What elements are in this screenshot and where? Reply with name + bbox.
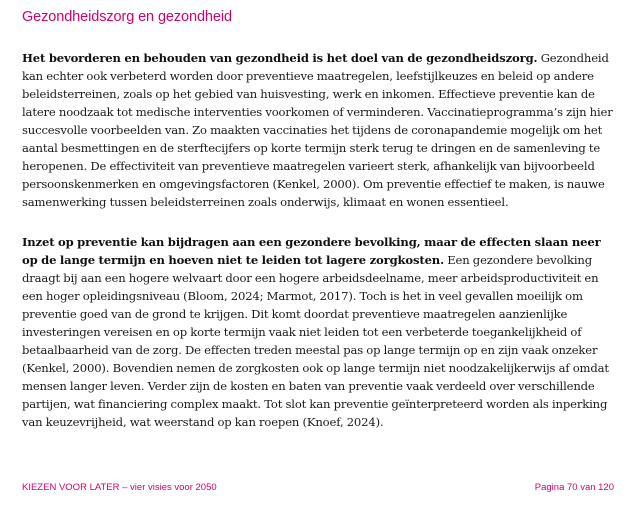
section-title: Gezondheidszorg en gezondheid — [22, 9, 232, 25]
paragraph-body: Gezondheid kan echter ook verbeterd worden door preventieve maatregelen, leefstijlkeuzes en beleid op andere beleidsterreinen, zoals op het gebied van huisvesting, werk en inkomen. Effectieve preventie kan de latere noodzaak tot medische interventies voorkomen of verminderen. Vaccinatieprogramma’s zijn hier succesvolle voorbeelden van. Zo maakten vaccinaties het tijdens de coronapandemie mogelijk om het aantal besmettingen en de sterftecijfers op korte termijn sterk terug te dringen en de samenleving te heropenen. De effectiviteit van preventieve maatregelen varieert sterk, afhankelijk van bijvoorbeeld persoonskenmerken en omgevingsfactoren (Kenkel, 2000). Om preventie effectief te maken, is nauwe samenwerking tussen beleidsterreinen zoals onderwijs, klimaat en wonen essentieel. — [22, 51, 613, 209]
paragraph — [22, 233, 617, 431]
paragraph-lead: Het bevorderen en behouden van gezondheid is het doel van de gezondheidszorg. — [22, 51, 538, 65]
paragraph-lead: Inzet op preventie kan bijdragen aan een gezondere bevolking, maar de effecten slaan neer op de lange termijn en hoeven niet te leiden tot lagere zorgkosten. — [22, 235, 601, 267]
footer-page-number: Pagina 70 van 120 — [534, 482, 614, 493]
paragraph — [22, 49, 617, 211]
footer-document-title: KIEZEN VOOR LATER – vier visies voor 2050 — [22, 482, 217, 493]
paragraph-body: Een gezondere bevolking draagt bij aan een hogere welvaart door een hogere arbeidsdeelname, meer arbeidsproductiviteit en een hoger opleidingsniveau (Bloom, 2024; Marmot, 2017). Toch is het in veel gevallen moeilijk om preventie goed van de grond te krijgen. Dit komt doordat preventieve maatregelen aanzienlijke investeringen vereisen en op korte termijn vaak niet leiden tot een verbeterde toegankelijkheid of betaalbaarheid van de zorg. De effecten treden meestal pas op lange termijn op en zijn vaak onzeker (Kenkel, 2000). Bovendien nemen de zorgkosten ook op lange termijn niet noodzakelijkerwijs af omdat mensen langer leven. Verder zijn de kosten en baten van preventie vaak verdeeld over verschillende partijen, wat financiering complex maakt. Tot slot kan preventie geïnterpreteerd worden als inperking van keuzevrijheid, wat weerstand op kan roepen (Knoef, 2024). — [22, 253, 609, 429]
page-footer — [22, 482, 614, 496]
